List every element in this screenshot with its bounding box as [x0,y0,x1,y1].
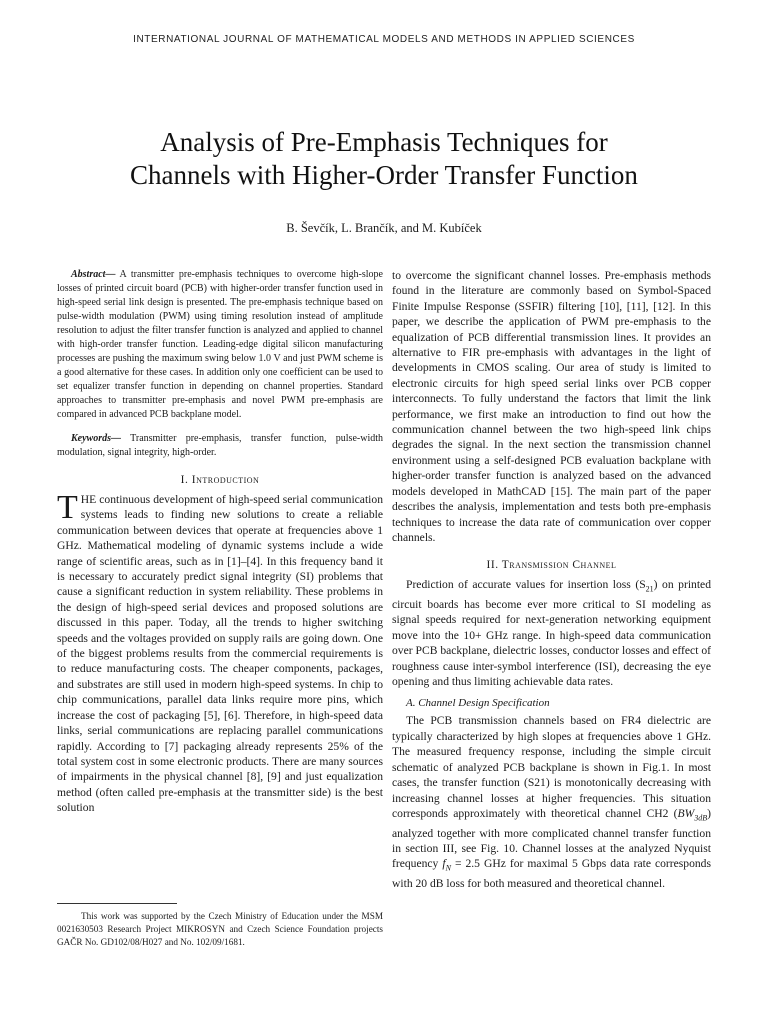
footnote: This work was supported by the Czech Ministry of Education under the MSM 0021630503 Research Project MIKROSYN and Czech Science Foundation projects GAČR No. GD102/08/H027 and No. 102/09/1681. [57,911,383,947]
p2-text-b: ) analyzed together with more complicated channel transfer function in section III, see Fig. 10. Channel losses at the analyzed Nyquist frequency [392,806,711,871]
p2-text-c: = 2.5 GHz for maximal 5 Gbps data rate corresponds with 20 dB loss for both measured and theoretical channel. [392,857,711,891]
section-heading-introduction: I. Introduction [180,474,260,486]
p1-text-a: Prediction of accurate values for insertion loss (S [406,578,646,592]
p1-text-b: ) on printed circuit boards has become ever more critical to SI modeling as signal speeds required for next-generation networking equipment move into the 10+ GHz range. In high-speed data communication over PCB backplane, dielectric losses, conductor losses and effect of roughness cause inter-symbol interference (ISI), decreasing the eye opening and thus limiting achievable data rates. [392,578,711,689]
transmission-paragraph-1 [392,577,711,689]
authors: B. Ševčík, L. Brančík, and M. Kubíček [286,221,482,235]
drop-cap: T [57,489,78,526]
bw-symbol: BW [677,806,695,820]
abstract-lead: Abstract— [71,269,116,280]
introduction-text: HE continuous development of high-speed serial communication systems leads to finding new solutions to create a reliable communication between devices that operate at frequencies above 1 GHz. Mathematical modeling of dynamic systems include a wide range of scientific areas, such as in [1]–[4]. In this frequency band it is necessary to accurately predict signal integrity (SI) problems that cause a significant reduction in system reliability. These problems in the design of high-speed serial devices and proposed solutions are discussed in this paper. Today, all the trends to higher switching speeds and the voltages provided on supply rails are going down. One of the biggest problems results from the commercial requirements is to reduce manufacturing costs. The cheaper components, packages, and substrates are still used in modern high-speed systems. In chip to chip communications, parallel data links require more pins, which increase the cost of packaging [5], [6]. Therefore, in high-speed data links, serial communications are replacing parallel communications rapidly. According to [7] packaging already represents 25% of the total system cost in some electronic products. There are many sources of impairments in the physical channel [8], [9] and just equalization method (often called pre-emphasis at the transmitter side) is the best solution [57,493,383,815]
title-line-2: Channels with Higher-Order Transfer Function [130,160,638,190]
bw-subscript-text: 3dB [694,813,708,823]
p2-text-a: The PCB transmission channels based on FR4 dielectric are typically characterized by high slopes at frequencies above 1 GHz. The measured frequency response, including the simple circuit schematic of analyzed PCB backplane is shown in Fig.1. In most cases, the transfer function (S21) is monotonically decreasing with increasing channel losses at higher frequencies. This situation corresponds approximately with theoretical channel CH2 ( [392,714,711,820]
bw-subscript [694,813,707,822]
fn-subscript-text: N [445,863,451,873]
keywords-lead: Keywords— [71,433,121,444]
keywords-text: Transmitter pre-emphasis, transfer function, pulse-width modulation, signal integrity, high-order. [57,433,383,458]
p1-subscript: 21 [645,584,654,594]
right-column [392,268,711,892]
footnote-rule [57,903,177,904]
section-heading-transmission-channel: II. Transmission Channel [486,559,617,572]
abstract [57,268,383,422]
subsection-heading: A. Channel Design Specification [406,697,550,710]
paper-title [40,126,728,192]
fn-symbol: f [442,857,446,871]
transmission-paragraph-2 [392,713,711,891]
left-column [57,268,383,816]
keywords [57,432,383,460]
journal-header: INTERNATIONAL JOURNAL OF MATHEMATICAL MODELS AND METHODS IN APPLIED SCIENCES [133,34,635,45]
title-line-1: Analysis of Pre-Emphasis Techniques for [160,127,608,157]
introduction-continued: to overcome the significant channel losses. Pre-emphasis methods found in the literature are commonly based on Symbol-Spaced Finite Impulse Response (SSFIR) filtering [10], [11], [12]. In this paper, we describe the application of PWM pre-emphasis to the equalization of PCB differential transmission lines. It provides an alternative to FIR pre-emphasis with advantages in the light of developments in CMOS scaling. Our area of study is limited to electronic circuits for high speed serial links over PCB copper interconnects. To fully understand the factors that limit the link performance, we first make an introduction to find out how the communication channel between the two high-speed link chips degrades the signal. In the next section the transmission channel environment using a self-designed PCB evaluation backplane with higher-order transfer function is analyzed based on the advanced models developed in MathCAD [15]. The main part of the paper describes the analysis, implementation and tests both pre-emphasis techniques to increase the data rate of communication over copper channels. [392,269,711,544]
abstract-text: A transmitter pre-emphasis techniques to overcome high-slope losses of printed circuit board (PCB) with higher-order transfer function used in high-speed serial link design is presented. The pre-emphasis technique based on pulse-width modulation (PWM) using timing resolution instead of amplitude resolution to adjust the filter transfer function is analyzed and applied to channel with high-order transfer function. Leading-edge digital silicon manufacturing processes are pushing the maximum swing below 1.0 V and just PWM scheme is a good alternative for these cases. In addition only one coefficient can be used to set equalizer transfer function in depending on channel properties. Standard approaches to transmitter pre-emphasis and novel PWM pre-emphasis are compared in advanced PCB backplane model. [57,269,383,420]
introduction-paragraph [57,489,383,816]
